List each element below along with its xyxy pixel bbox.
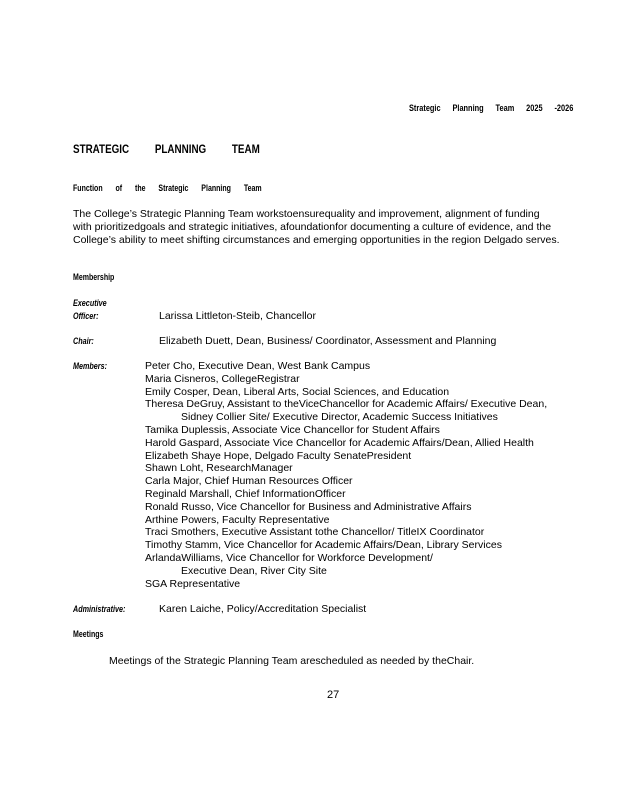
member-entry: Reginald Marshall, Chief InformationOfficer xyxy=(145,487,346,500)
member-entry: Traci Smothers, Executive Assistant tothe Chancellor/ TitleIX Coordinator xyxy=(145,526,485,539)
executive-officer-label-2: Officer: xyxy=(73,311,99,321)
function-text-line: with prioritizedgoals and strategic initiatives, afoundationfor documenting a culture of evidence, and the xyxy=(73,220,552,233)
member-entry: Emily Cosper, Dean, Liberal Arts, Social Sciences, and Education xyxy=(145,385,450,398)
function-text-line: The College’s Strategic Planning Team workstoensurequality and improvement, alignment of funding xyxy=(73,208,540,220)
chair-label: Chair: xyxy=(73,336,94,346)
member-entry: Sidney Collier Site/ Executive Director, Academic Success Initiatives xyxy=(181,411,498,424)
function-paragraph xyxy=(73,208,593,246)
administrative-label: Administrative: xyxy=(73,604,126,614)
executive-officer-label: Executive xyxy=(73,298,107,308)
function-heading: Function of the Strategic Planning Team xyxy=(73,183,262,193)
administrative-value: Karen Laiche, Policy/Accreditation Specialist xyxy=(159,603,367,615)
running-header: Strategic Planning Team 2025 -2026 xyxy=(409,103,574,113)
member-entry: Elizabeth Shaye Hope, Delgado Faculty SenatePresident xyxy=(145,449,412,462)
member-entry: Carla Major, Chief Human Resources Officer xyxy=(145,475,353,488)
chair-value: Elizabeth Duett, Dean, Business/ Coordinator, Assessment and Planning xyxy=(159,335,497,347)
member-entry: Ronald Russo, Vice Chancellor for Business and Administrative Affairs xyxy=(145,500,472,513)
page-number: 27 xyxy=(327,689,340,701)
function-text-line: College’s ability to meet shifting circumstances and emerging opportunities in the region Delgado serves. xyxy=(73,233,560,246)
members-list xyxy=(145,360,547,590)
meetings-text: Meetings of the Strategic Planning Team arescheduled as needed by theChair. xyxy=(109,655,475,667)
member-entry: Peter Cho, Executive Dean, West Bank Campus xyxy=(145,360,371,372)
member-entry: SGA Representative xyxy=(145,577,241,590)
member-entry: Timothy Stamm, Vice Chancellor for Academic Affairs/Dean, Library Services xyxy=(145,539,502,552)
member-entry: Shawn Loht, ResearchManager xyxy=(145,462,293,475)
member-entry: ArlandaWilliams, Vice Chancellor for Workforce Development/ xyxy=(145,551,433,564)
executive-officer-value: Larissa Littleton-Steib, Chancellor xyxy=(159,310,316,322)
member-entry: Harold Gaspard, Associate Vice Chancellor for Academic Affairs/Dean, Allied Health xyxy=(145,436,534,449)
members-label: Members: xyxy=(73,361,108,371)
member-entry: Executive Dean, River City Site xyxy=(181,564,327,577)
membership-heading: Membership xyxy=(73,272,115,282)
member-entry: Tamika Duplessis, Associate Vice Chancellor for Student Affairs xyxy=(145,423,440,436)
member-entry: Theresa DeGruy, Assistant to theViceChancellor for Academic Affairs/ Executive Dean, xyxy=(145,398,548,411)
meetings-heading: Meetings xyxy=(73,629,104,639)
member-entry: Maria Cisneros, CollegeRegistrar xyxy=(145,372,300,385)
member-entry: Arthine Powers, Faculty Representative xyxy=(145,513,330,526)
page-title: STRATEGIC PLANNING TEAM xyxy=(73,142,260,156)
